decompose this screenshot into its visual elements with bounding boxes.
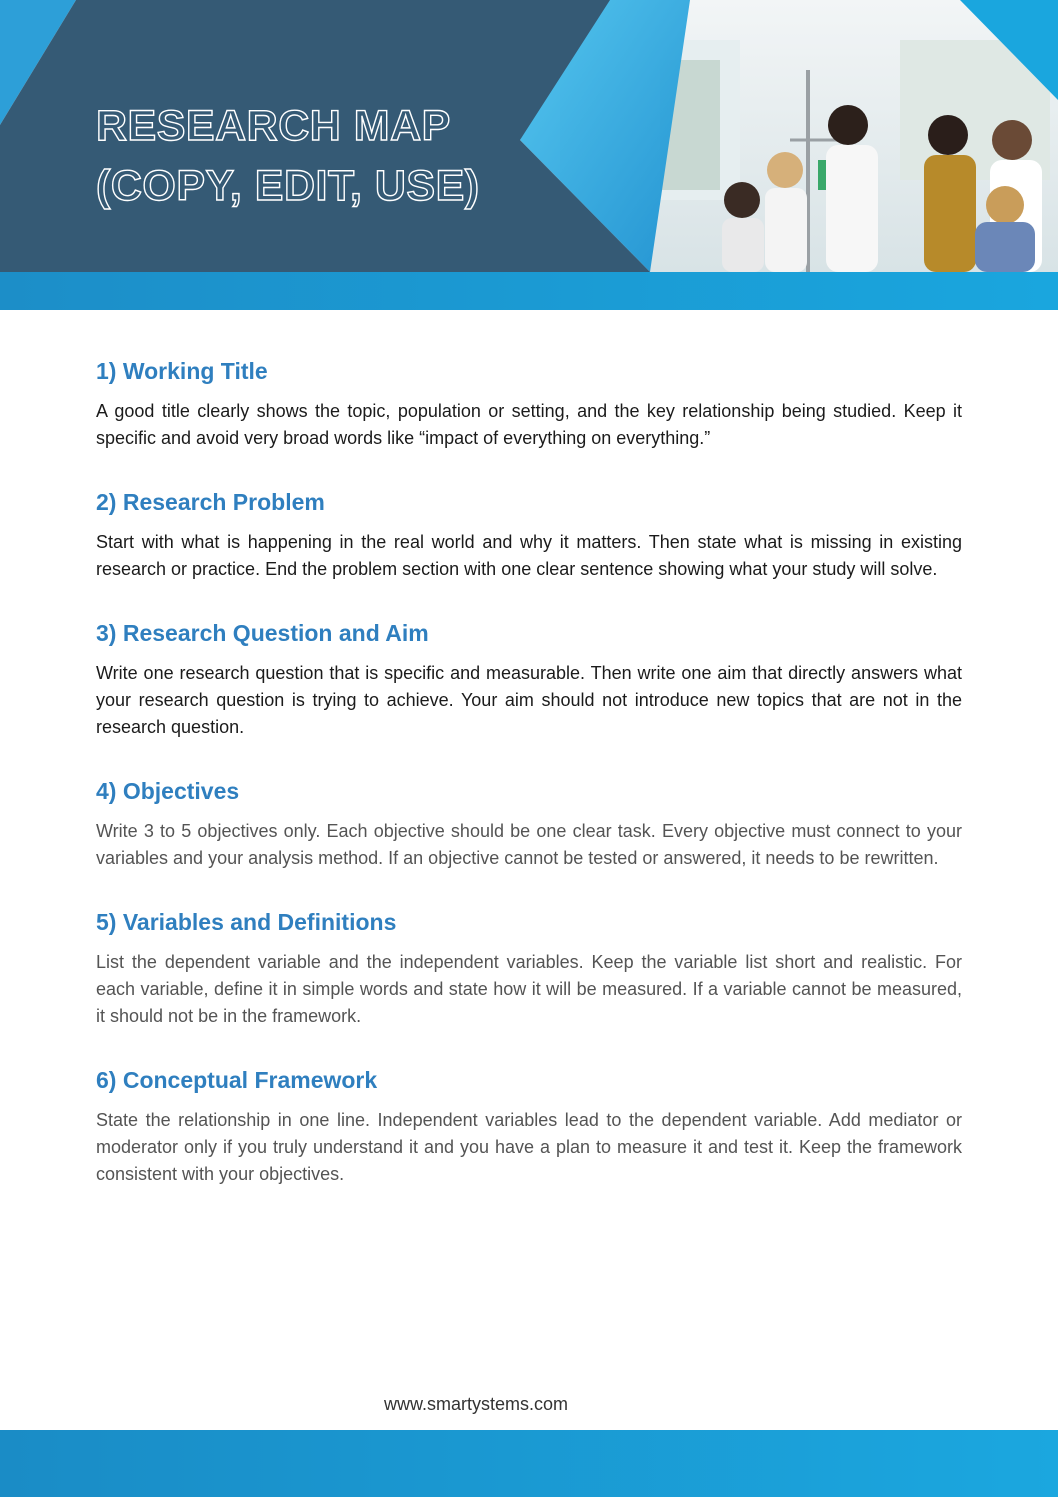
section-conceptual-framework [96,1065,962,1188]
section-variables [96,907,962,1030]
section-heading: 4) Objectives [96,778,240,804]
header-banner [0,0,1058,310]
website-link[interactable]: www.smartystems.com [383,1394,569,1414]
section-objectives [96,776,962,872]
section-working-title [96,356,962,452]
title-line-2: (COPY, EDIT, USE) [96,162,480,210]
section-heading: 5) Variables and Definitions [96,909,397,935]
section-research-problem [96,487,962,583]
section-body: Start with what is happening in the real world and why it matters. Then state what is missing in existing research or practice. End the problem section with one clear sentence showing what your study will solve. [96,532,962,579]
section-heading: 6) Conceptual Framework [96,1067,378,1093]
title-line-1: RESEARCH MAP [96,102,451,150]
content-area [96,356,962,1223]
section-heading: 3) Research Question and Aim [96,620,429,646]
section-research-question [96,618,962,741]
section-heading: 2) Research Problem [96,489,325,515]
section-body: A good title clearly shows the topic, population or setting, and the key relationship being studied. Keep it specific and avoid very broad words like “impact of everything on everything.” [96,401,962,448]
section-body: Write 3 to 5 objectives only. Each objective should be one clear task. Every objective must connect to your variables and your analysis method. If an objective cannot be tested or answered, it needs to be rewritten. [96,821,962,868]
section-body: List the dependent variable and the independent variables. Keep the variable list short and realistic. For each variable, define it in simple words and state how it will be measured. If a variable cannot be measured, it should not be in the framework. [96,952,962,1026]
section-body: Write one research question that is specific and measurable. Then write one aim that directly answers what your research question is trying to achieve. Your aim should not introduce new topics that are not in the research question. [96,663,962,737]
footer-bar [0,1430,1058,1497]
page-title [96,96,480,216]
section-heading: 1) Working Title [96,358,268,384]
section-body: State the relationship in one line. Independent variables lead to the dependent variable. Add mediator or moderator only if you truly understand it and you have a plan to measure it and test it. Keep the framework consistent with your objectives. [96,1110,962,1184]
